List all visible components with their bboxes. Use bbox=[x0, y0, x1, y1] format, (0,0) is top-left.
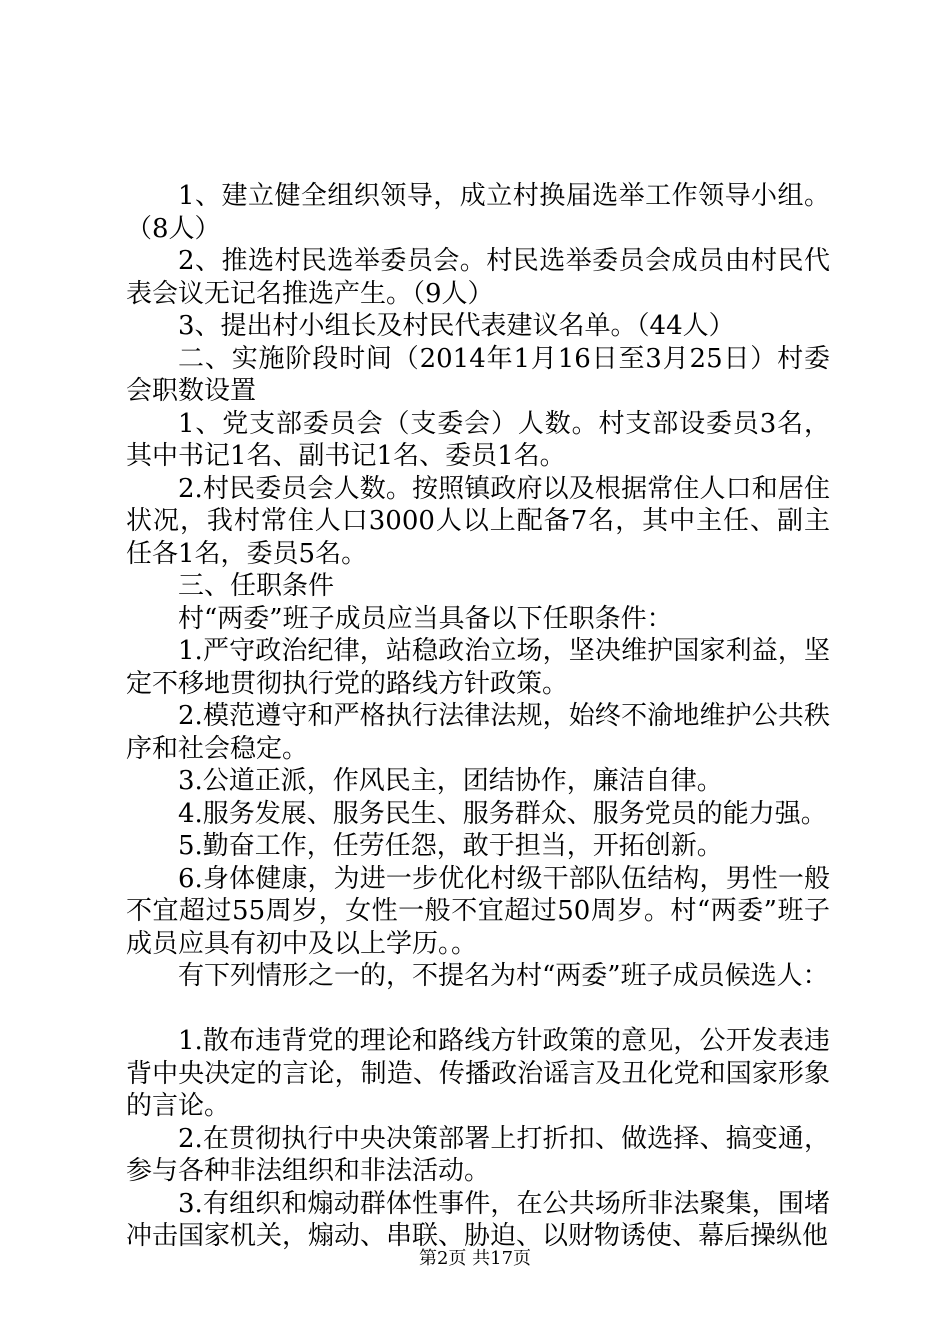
paragraph: 村“两委”班子成员应当具备以下任职条件： bbox=[178, 603, 673, 634]
list-item: 3.有组织和煽动群体性事件，在公共场所非法聚集，围堵冲击国家机关，煽动、串联、胁迫、以财物诱使、幕后操纵他 bbox=[126, 1188, 830, 1251]
paragraph: 3、提出村小组长及村民代表建议名单。（44人） bbox=[178, 311, 735, 341]
paragraph: 2、推选村民选举委员会。村民选举委员会成员由村民代表会议无记名推选产生。（9人） bbox=[126, 246, 830, 309]
section-heading: 二、实施阶段时间（2014年1月16日至3月25日）村委会职数设置 bbox=[126, 343, 830, 406]
list-item: 3.公道正派，作风民主，团结协作，廉洁自律。 bbox=[178, 766, 723, 796]
list-item: 5.勤奋工作，任劳任怨，敢于担当，开拓创新。 bbox=[178, 831, 723, 861]
paragraph: 1、党支部委员会（支委会）人数。村支部设委员3名，其中书记1名、副书记1名、委员1名。 bbox=[126, 408, 830, 471]
page-footer: 第2页 共17页 bbox=[418, 1248, 532, 1269]
list-item: 1.严守政治纪律，站稳政治立场，坚决维护国家利益，坚定不移地贯彻执行党的路线方针政策。 bbox=[126, 636, 830, 699]
list-item: 4.服务发展、服务民生、服务群众、服务党员的能力强。 bbox=[178, 798, 827, 829]
list-item: 2.模范遵守和严格执行法律法规，始终不渝地维护公共秩序和社会稳定。 bbox=[126, 701, 830, 764]
list-item: 6.身体健康，为进一步优化村级干部队伍结构，男性一般不宜超过55周岁，女性一般不宜超过50周岁。村“两委”班子成员应具有初中及以上学历。。 bbox=[126, 863, 830, 959]
paragraph: 有下列情形之一的，不提名为村“两委”班子成员候选人： bbox=[178, 961, 829, 991]
paragraph: 2.村民委员会人数。按照镇政府以及根据常住人口和居住状况，我村常住人口3000人以上配备7名，其中主任、副主任各1名，委员5名。 bbox=[126, 473, 830, 569]
document-body bbox=[126, 180, 830, 1253]
list-item: 2.在贯彻执行中央决策部署上打折扣、做选择、搞变通，参与各种非法组织和非法活动。 bbox=[126, 1123, 830, 1186]
paragraph: 1、建立健全组织领导，成立村换届选举工作领导小组。（8人） bbox=[126, 181, 830, 244]
list-item: 1.散布违背党的理论和路线方针政策的意见，公开发表违背中央决定的言论，制造、传播政治谣言及丑化党和国家形象的言论。 bbox=[126, 1026, 830, 1121]
section-heading: 三、任职条件 bbox=[178, 571, 335, 601]
